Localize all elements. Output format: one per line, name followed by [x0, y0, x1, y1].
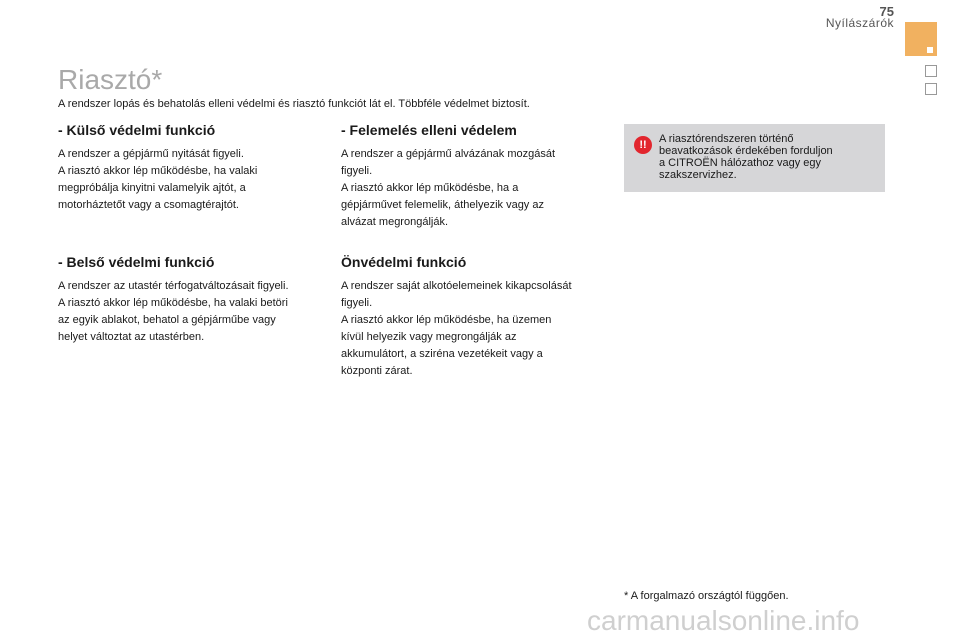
warning-text [659, 133, 879, 181]
text-line: figyeli. [341, 297, 373, 309]
section-lift [341, 122, 611, 231]
page-number: 75 [879, 4, 894, 19]
text-line: megpróbálja kinyitni valamelyik ajtót, a [58, 182, 246, 194]
text-line: alvázat megrongálják. [341, 216, 449, 228]
text-line: A rendszer a gépjármű nyitását figyeli. [58, 148, 244, 160]
text-line: a CITROËN hálózathoz vagy egy [659, 157, 822, 169]
watermark: carmanualsonline.info [587, 605, 860, 636]
text-line: kívül helyezik vagy megrongálják az [341, 331, 517, 343]
text-line: A riasztó akkor lép működésbe, ha a [341, 182, 519, 194]
footnote: * A forgalmazó országtól függően. [624, 590, 789, 602]
section-heading: Önvédelmi funkció [341, 254, 467, 270]
section-heading: - Felemelés elleni védelem [341, 122, 517, 138]
section-interior [58, 254, 328, 346]
text-line: akkumulátort, a sziréna vezetékeit vagy a [341, 348, 543, 360]
text-line: szakszervizhez. [659, 169, 737, 181]
text-line: beavatkozások érdekében forduljon [659, 145, 833, 157]
section-self-protection [341, 254, 616, 380]
text-line: A rendszer saját alkotóelemeinek kikapcsolását [341, 280, 572, 292]
text-line: az egyik ablakot, behatol a gépjárműbe vagy [58, 314, 276, 326]
text-line: A rendszer az utastér térfogatváltozásait figyeli. [58, 280, 289, 292]
text-line: gépjárművet felemelik, áthelyezik vagy az [341, 199, 544, 211]
text-line: motorháztetőt vagy a csomagtérajtót. [58, 199, 239, 211]
section-exterior [58, 122, 328, 214]
warning-box [624, 124, 885, 192]
text-line: központi zárat. [341, 365, 413, 377]
text-line: A riasztó akkor lép működésbe, ha üzemen [341, 314, 552, 326]
section-heading: - Belső védelmi funkció [58, 254, 215, 270]
text-line: A rendszer a gépjármű alvázának mozgását [341, 148, 556, 160]
section-heading: - Külső védelmi funkció [58, 122, 216, 138]
page-title: Riasztó* [58, 64, 163, 95]
text-line: A riasztó akkor lép működésbe, ha valaki betöri [58, 297, 288, 309]
chapter-tab-active[interactable] [905, 22, 937, 56]
intro-text: A rendszer lopás és behatolás elleni védelmi és riasztó funkciót lát el. Többféle védelmet biztosít. [58, 98, 530, 110]
chapter-tab[interactable] [925, 83, 937, 95]
text-line: A riasztórendszeren történő [659, 133, 794, 145]
text-line: helyet változtat az utastérben. [58, 331, 205, 343]
tab-marker [927, 47, 933, 53]
section-name: Nyílászárók [825, 16, 894, 30]
exclamation-icon: !! [634, 136, 652, 154]
text-line: figyeli. [341, 165, 373, 177]
text-line: A riasztó akkor lép működésbe, ha valaki [58, 165, 258, 177]
chapter-tab[interactable] [925, 65, 937, 77]
